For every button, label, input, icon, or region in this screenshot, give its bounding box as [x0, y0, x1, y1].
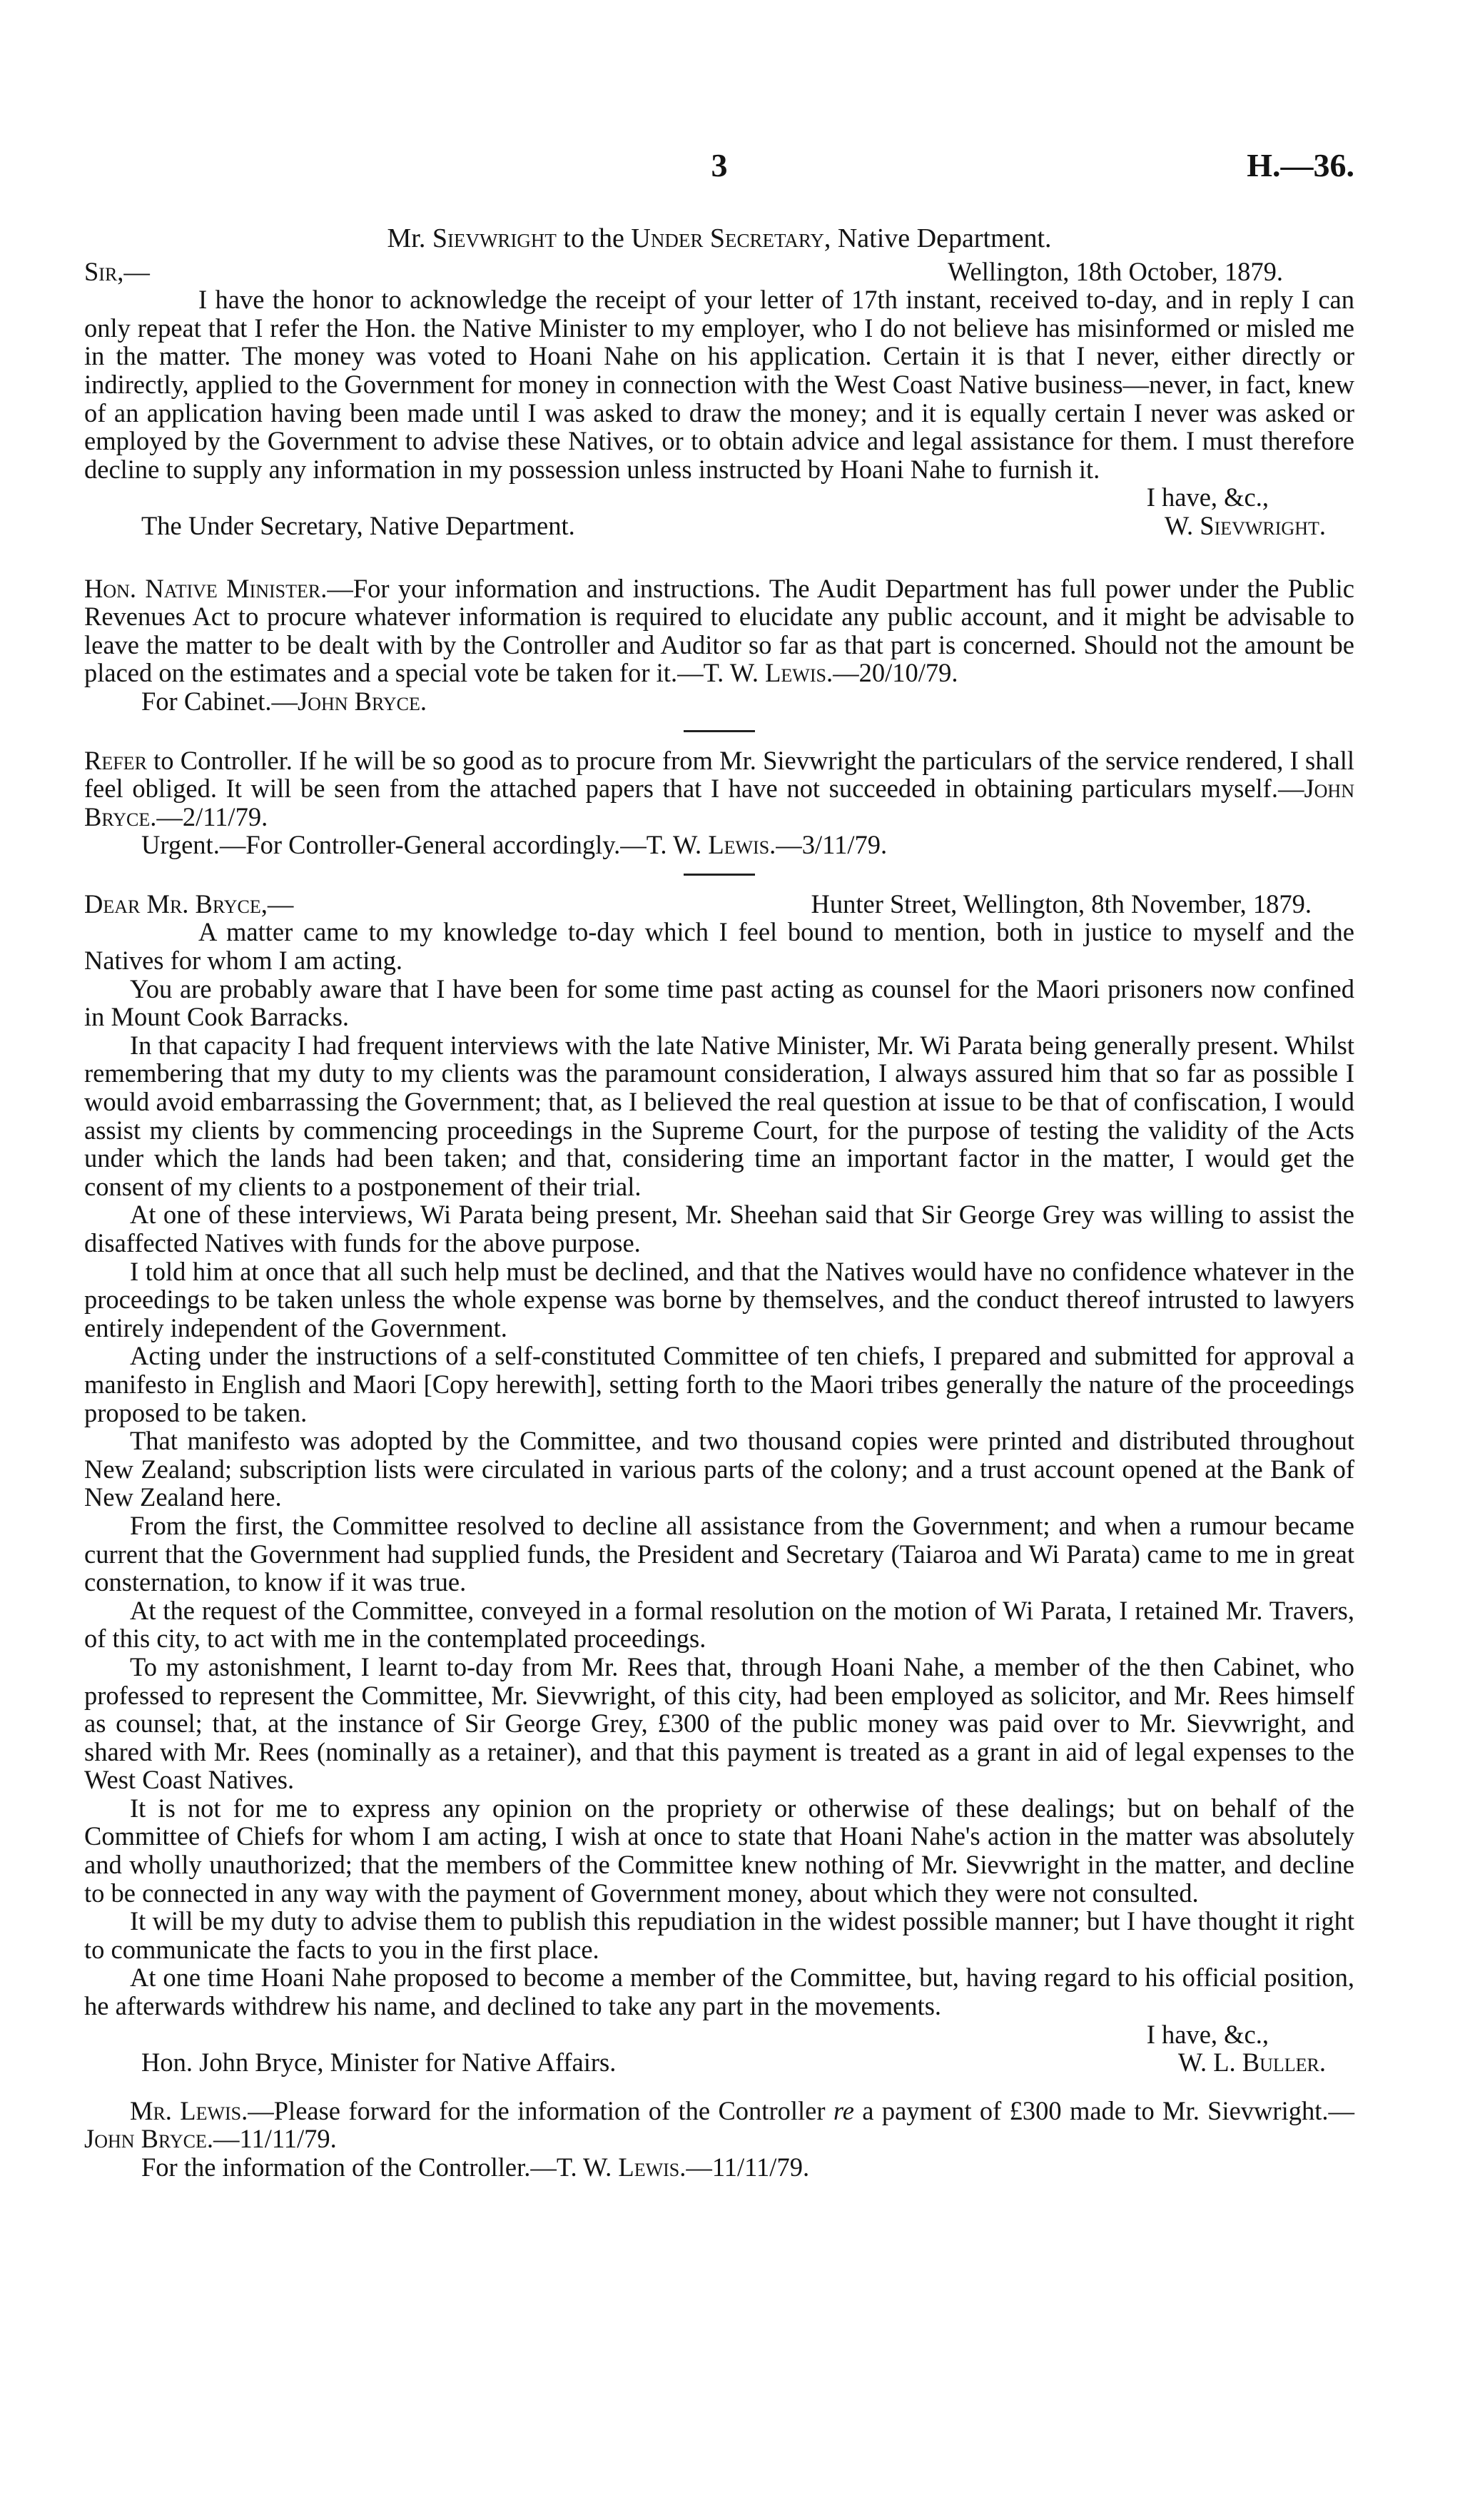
minute-date: .—20/10/79.	[826, 658, 958, 688]
minute-body: —Please forward for the information of the Controller	[248, 2095, 833, 2125]
letter-signature: W. L. Buller.	[1177, 2048, 1326, 2078]
minute-signature: John Bryce	[84, 774, 1354, 831]
minute-body: For Cabinet.—	[141, 686, 298, 716]
letter-paragraph: At the request of the Committee, conveyed in a formal resolution on the motion of Wi Parata, I retained Mr. Travers, of this city, to act with me in the contemplated proceedings.	[84, 1595, 1354, 1654]
document-body	[84, 225, 1354, 2182]
letter-paragraph: I have the honor to acknowledge the receipt of your letter of 17th instant, received to-day, and in reply I can only repeat that I refer the Hon. the Native Minister to my employer, who I do not believe has misinformed or misled me in the matter. The money was voted to Hoani Nahe on his application. Certain it is that I never, either directly or indirectly, applied to the Government for money in connection with the West Coast Native business—never, in fact, knew of an application having been made until I was asked to draw the money; and it is equally certain I never was asked or employed by the Government to advise these Natives, or to obtain advice and legal assistance for them. I must therefore decline to supply any information in my possession unless instructed by Hoani Nahe to furnish it.	[84, 285, 1354, 484]
minute-lead: Mr. Lewis.	[130, 2095, 248, 2125]
page-number: 3	[711, 147, 728, 183]
heading-sender: Sievwright	[432, 223, 557, 253]
letter-paragraph: At one of these interviews, Wi Parata being present, Mr. Sheehan said that Sir George Grey was willing to assist the disaffected Natives with funds for the above purpose.	[84, 1200, 1354, 1258]
minute-text	[84, 2097, 1354, 2153]
minute-date: .—3/11/79.	[769, 830, 888, 860]
heading-text: , Native Department.	[823, 223, 1052, 253]
minute-signature: Lewis	[765, 658, 826, 688]
minute-text	[84, 747, 1354, 831]
letter-paragraph: It is not for me to express any opinion on the propriety or otherwise of these dealings; but on behalf of the Committee of Chiefs for whom I am acting, I wish at once to state that Hoani Nahe's action in the matter was absolutely and wholly unauthorized; that the members of the Committee knew nothing of Mr. Sievwright in the matter, and decline to be connected in any way with the payment of Government money, about which they were not consulted.	[84, 1793, 1354, 1908]
letter-paragraph: In that capacity I had frequent interviews with the late Native Minister, Mr. Wi Parata being generally present. Whilst remembering that my duty to my clients was the paramount consideration, I always assured him that so far as possible I would avoid embarrassing the Government; that, as I believed the real question at issue to be that of confiscation, I would assist my clients by commencing proceedings in the Supreme Court, for the purpose of testing the validity of the Acts under which the lands had been taken; and that, considering time an important factor in the matter, I would get the consent of my clients to a postponement of their trial.	[84, 1030, 1354, 1201]
place-date: Wellington, 18th October, 1879.	[947, 256, 1283, 286]
minute-body: to Controller. If he will be so good as to procure from Mr. Sievwright the particulars of the service rendered, I shall feel obliged. It will be seen from the attached papers that I have not succeeded in obtaining particulars myself.—	[84, 745, 1354, 804]
letter-paragraph: I told him at once that all such help must be declined, and that the Natives would have no confidence whatever in the proceedings to be taken unless the whole expense was borne by themselves, and the conduct thereof intrusted to lawyers entirely independent of the Government.	[84, 1256, 1354, 1342]
minute-body: Urgent.—For Controller-General accordingly.—T. W.	[141, 830, 709, 860]
minute-mr-lewis	[84, 2097, 1354, 2182]
minute-lead: Hon. Native Minister.	[84, 573, 328, 603]
section-divider	[684, 730, 755, 732]
minute-final	[84, 2153, 1354, 2182]
minute-date: .—11/11/79.	[206, 2124, 337, 2154]
letter-closing: I have, &c.,	[1146, 2019, 1269, 2049]
minute-signature: John Bryce	[84, 2124, 207, 2154]
page-header	[84, 146, 1354, 196]
letter-sievwright	[84, 225, 1354, 540]
letter-paragraph: Acting under the instructions of a self-constituted Committee of ten chiefs, I prepared and submitted for approval a manifesto in English and Maori [Copy herewith], setting forth to the Maori tribes generally the nature of the proceedings proposed to be taken.	[84, 1341, 1354, 1427]
letter-addressee: The Under Secretary, Native Department.	[141, 510, 575, 540]
minute-refer-controller	[84, 747, 1354, 859]
minute-cabinet	[84, 687, 1354, 716]
letter-buller	[84, 890, 1354, 2077]
place-date: Hunter Street, Wellington, 8th November, 1879.	[811, 889, 1312, 919]
minute-date: .—11/11/79.	[679, 2152, 810, 2182]
signature-row	[84, 512, 1354, 540]
letter-paragraph: A matter came to my knowledge to-day which I feel bound to mention, both in justice to myself and the Natives for whom I am acting.	[84, 917, 1354, 976]
minute-native-minister	[84, 575, 1354, 716]
heading-text: Mr.	[387, 223, 432, 253]
heading-recipient: Under Secretary	[631, 223, 824, 253]
letter-addressee: Hon. John Bryce, Minister for Native Affairs.	[141, 2048, 617, 2078]
letter-paragraph: From the first, the Committee resolved to decline all assistance from the Government; and when a rumour became current that the Government had supplied funds, the President and Secretary (Taiaroa and Wi Parata) came to me in great consternation, to know if it was true.	[84, 1510, 1354, 1597]
minute-body: a payment of £300 made to Mr. Sievwright.—	[853, 2095, 1354, 2125]
letter-paragraph: That manifesto was adopted by the Committee, and two thousand copies were printed and distributed throughout New Zealand; subscription lists were circulated in various parts of the colony; and a trust account opened at the Bank of New Zealand here.	[84, 1426, 1354, 1512]
signature-row	[84, 2048, 1354, 2077]
minute-signature: John Bryce	[297, 686, 420, 716]
minute-body: re	[833, 2095, 854, 2125]
heading-text: to the	[556, 223, 632, 253]
document-reference: H.—36.	[1247, 147, 1354, 183]
minute-signature: Lewis	[708, 830, 770, 860]
minute-signature: Lewis	[618, 2152, 680, 2182]
letter-paragraph: You are probably aware that I have been for some time past acting as counsel for the Maori prisoners now confined in Mount Cook Barracks.	[84, 973, 1354, 1032]
salutation: Dear Mr. Bryce,—	[84, 889, 294, 919]
salutation: Sir,—	[84, 256, 150, 286]
section-divider	[684, 874, 755, 876]
minute-body: .	[420, 686, 427, 716]
letter-closing: I have, &c.,	[1146, 482, 1269, 512]
minute-urgent	[84, 831, 1354, 859]
salutation-row	[84, 258, 1354, 286]
letter-paragraph: It will be my duty to advise them to publish this repudiation in the widest possible manner; but I have thought it right to communicate the facts to you in the first place.	[84, 1906, 1354, 1964]
letter-paragraph: At one time Hoani Nahe proposed to become a member of the Committee, but, having regard to his official position, he afterwards withdrew his name, and declined to take any part in the movements.	[84, 1963, 1354, 2021]
minute-body: For the information of the Controller.—T. W.	[141, 2152, 619, 2182]
letter-signature: W. Sievwright.	[1164, 510, 1326, 540]
minute-lead: Refer	[84, 745, 147, 775]
letter-heading	[84, 225, 1354, 253]
letter-paragraph: To my astonishment, I learnt to-day from Mr. Rees that, through Hoani Nahe, a member of the then Cabinet, who professed to represent the Committee, Mr. Sievwright, of this city, had been employed as solicitor, and Mr. Rees himself as counsel; that, at the instance of Sir George Grey, £300 of the public money was paid over to Mr. Sievwright, and shared with Mr. Rees (nominally as a retainer), and that this payment is treated as a grant in aid of legal expenses to the West Coast Natives.	[84, 1651, 1354, 1795]
minute-body: —For your information and instructions. The Audit Department has full power under the Public Revenues Act to procure whatever information is required to elucidate any public account, and it might be advisable to leave the matter to be dealt with by the Controller and Auditor so far as that part is concerned. Should not the amount be placed on the estimates and a special vote be taken for it.—T. W.	[84, 573, 1355, 688]
minute-text	[84, 575, 1354, 687]
salutation-row	[84, 890, 1354, 919]
minute-date: .—2/11/79.	[150, 801, 268, 831]
